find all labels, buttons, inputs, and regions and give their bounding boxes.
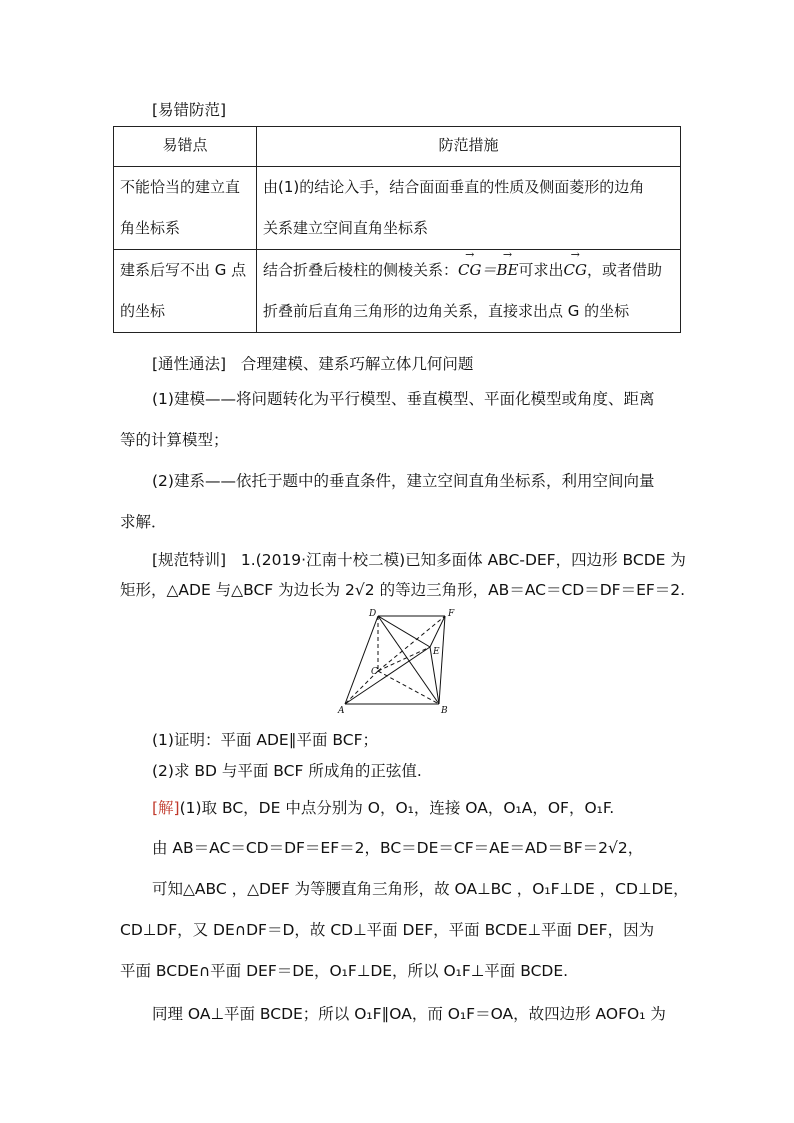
table-cell-measure: [257, 250, 681, 333]
table-header-point: 易错点: [114, 127, 257, 167]
cell-line: 结合折叠后棱柱的侧棱关系：→ CG＝→ BE可求出→ CG，或者借助: [263, 250, 674, 291]
question-line: (1)证明：平面 ADE∥平面 BCF；: [152, 731, 378, 749]
solution-line: 同理 OA⊥平面 BCDE；所以 O₁F∥OA，而 O₁F＝OA，故四边形 AOFO₁ 为: [152, 1005, 666, 1023]
vertex-label-c: C: [371, 667, 378, 677]
solution-text: (1)取 BC，DE 中点分别为 O，O₁，连接 OA，O₁A，OF，O₁F.: [179, 799, 615, 817]
paragraph-line: (1)建模——将问题转化为平行模型、垂直模型、平面化模型或角度、距离: [152, 390, 655, 408]
paragraph-line: 求解．: [120, 513, 167, 531]
vertex-label-f: F: [448, 609, 455, 619]
cell-line: 不能恰当的建立直: [120, 178, 241, 196]
vertex-label-b: B: [441, 706, 448, 716]
paragraph-line: 等的计算模型；: [120, 431, 229, 449]
solution-line: 可知△ABC ，△DEF 为等腰直角三角形，故 OA⊥BC ，O₁F⊥DE ，CD⊥DE，: [152, 880, 689, 898]
section-title: [易错防范]: [152, 101, 227, 119]
cell-line: 角坐标系: [120, 219, 181, 237]
table-header-measure: 防范措施: [257, 127, 681, 167]
question-line: (2)求 BD 与平面 BCF 所成角的正弦值.: [152, 762, 422, 780]
problem-text: 1.(2019·江南十校二模)已知多面体 ABC-DEF，四边形 BCDE 为: [240, 551, 686, 569]
cell-text: 结合折叠后棱柱的侧棱关系：: [263, 261, 459, 279]
cell-line: 的坐标: [120, 302, 166, 320]
method-title: 合理建模、建系巧解立体几何问题: [240, 355, 474, 373]
polyhedron-figure: [335, 604, 495, 716]
solution-line: CD⊥DF，又 DE∩DF＝D，故 CD⊥平面 DEF，平面 BCDE⊥平面 DEF，因为: [120, 921, 655, 939]
solution-tag: [解]: [152, 799, 180, 817]
vertex-label-d: D: [369, 609, 377, 619]
problem-line: [152, 548, 686, 570]
problem-line: 矩形，△ADE 与△BCF 为边长为 2√2 的等边三角形，AB＝AC＝CD＝DF＝EF＝2.: [120, 581, 686, 599]
cell-line: 由(1)的结论入手，结合面面垂直的性质及侧面菱形的边角: [263, 178, 645, 196]
solution-line: 平面 BCDE∩平面 DEF＝DE，O₁F⊥DE，所以 O₁F⊥平面 BCDE.: [120, 962, 569, 980]
solution-line: 由 AB＝AC＝CD＝DF＝EF＝2，BC＝DE＝CF＝AE＝AD＝BF＝2√2，: [152, 839, 644, 857]
table-cell-point: [114, 167, 257, 250]
cell-line: 建系后写不出 G 点: [120, 261, 247, 279]
method-heading: [152, 352, 473, 374]
cell-line: 折叠前后直角三角形的边角关系，直接求出点 G 的坐标: [263, 302, 630, 320]
method-tag: [通性通法]: [152, 355, 227, 373]
cell-line: 关系建立空间直角坐标系: [263, 219, 429, 237]
error-prevention-table: [113, 126, 681, 333]
problem-tag: [规范特训]: [152, 551, 227, 569]
paragraph-line: (2)建系——依托于题中的垂直条件，建立空间直角坐标系，利用空间向量: [152, 472, 655, 490]
vertex-label-a: A: [338, 706, 345, 716]
solution-line: [152, 796, 614, 818]
vertex-label-e: E: [433, 647, 440, 657]
table-cell-point: [114, 250, 257, 333]
